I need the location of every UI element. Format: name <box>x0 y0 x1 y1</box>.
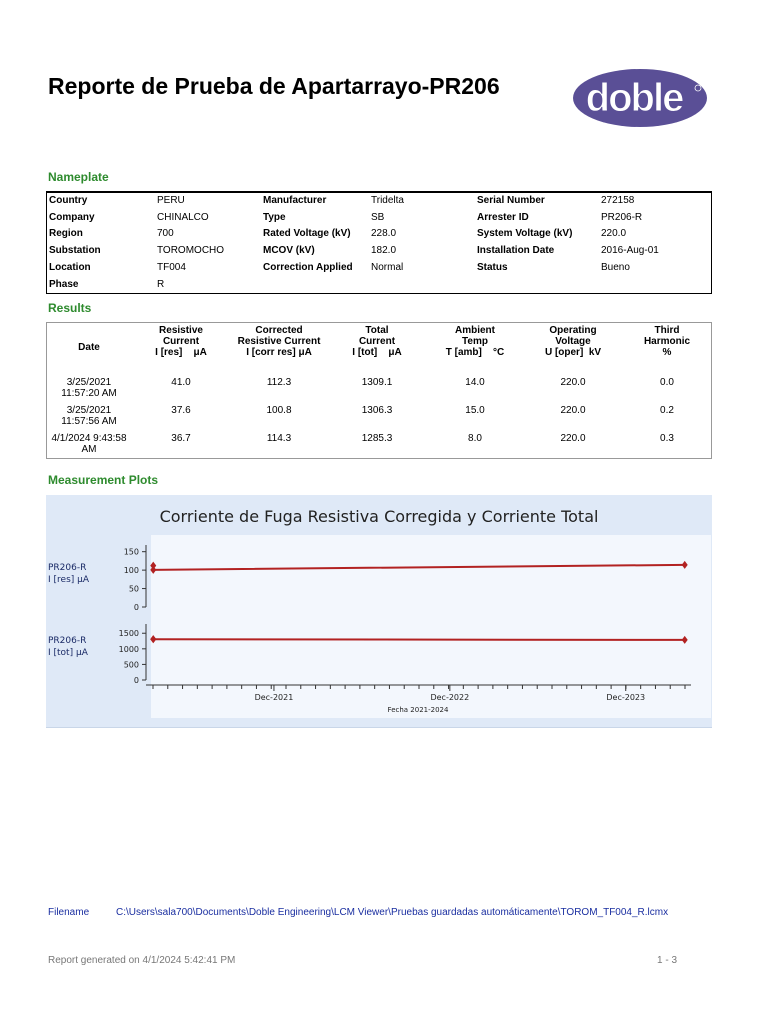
results-column-header: Date <box>78 342 100 353</box>
results-cell: 15.0 <box>465 405 485 416</box>
results-cell: 0.3 <box>660 433 674 444</box>
nameplate-label: Serial Number <box>477 195 545 206</box>
nameplate-label: Arrester ID <box>477 211 529 223</box>
data-point <box>682 561 688 569</box>
results-cell: 0.0 <box>660 377 674 388</box>
nameplate-label: Country <box>49 195 88 206</box>
y-tick-label: 100 <box>123 566 139 576</box>
results-cell: 1309.1 <box>361 377 393 388</box>
panel-label: PR206-R <box>48 636 87 646</box>
results-column-header: Resistive Current I [res] μA <box>155 325 207 358</box>
filename-label: Filename <box>48 907 90 918</box>
data-point <box>682 636 688 644</box>
series-line <box>153 565 684 570</box>
nameplate-value: PR206-R <box>601 211 643 223</box>
report-title: Reporte de Prueba de Apartarrayo-PR206 <box>48 73 500 99</box>
nameplate-value: Tridelta <box>371 195 404 206</box>
plots-heading: Measurement Plots <box>48 473 159 487</box>
nameplate-label: Substation <box>49 245 101 257</box>
data-point <box>150 635 156 643</box>
chart-title: Corriente de Fuga Resistiva Corregida y Corriente Total <box>159 507 599 526</box>
nameplate-value: 182.0 <box>371 245 397 257</box>
nameplate-value: 272158 <box>601 195 635 206</box>
logo-text: doble <box>585 76 683 120</box>
results-table <box>46 322 712 459</box>
nameplate-value: CHINALCO <box>157 211 209 223</box>
results-cell: 114.3 <box>266 433 292 444</box>
x-tick-label: Dec-2022 <box>430 693 470 702</box>
results-cell: 36.7 <box>171 433 191 444</box>
results-cell: 100.8 <box>266 405 292 416</box>
nameplate-value: PERU <box>157 195 185 206</box>
chart-svg <box>46 495 712 728</box>
nameplate-label: Rated Voltage (kV) <box>263 228 351 240</box>
results-column-header: Corrected Resistive Current I [corr res] μA <box>237 325 321 358</box>
x-tick-label: Dec-2021 <box>254 693 294 702</box>
panel-label: I [tot] μA <box>48 648 88 658</box>
results-cell: 8.0 <box>468 433 482 444</box>
nameplate-label: Installation Date <box>477 245 555 257</box>
nameplate-heading: Nameplate <box>48 170 109 184</box>
y-tick-label: 0 <box>133 676 139 685</box>
nameplate-value: Bueno <box>601 261 630 273</box>
y-tick-label: 1000 <box>118 644 139 654</box>
nameplate-value: 220.0 <box>601 228 627 240</box>
results-column-header: Total Current I [tot] μA <box>352 325 402 358</box>
series-line <box>153 639 684 640</box>
results-cell: 0.2 <box>660 405 674 416</box>
nameplate-label: Region <box>49 228 83 240</box>
nameplate-label: Status <box>477 261 508 273</box>
y-tick-label: 150 <box>123 547 139 557</box>
results-heading: Results <box>48 301 92 315</box>
x-axis-label: Fecha 2021-2024 <box>387 706 449 714</box>
nameplate-value: 700 <box>157 228 174 240</box>
panel-label: PR206-R <box>48 563 87 573</box>
doble-logo <box>572 68 708 128</box>
results-column-header: Operating Voltage U [oper] kV <box>544 325 602 358</box>
y-tick-label: 50 <box>128 584 139 594</box>
panel-label: I [res] μA <box>48 575 90 585</box>
results-cell: 1306.3 <box>361 405 393 416</box>
results-cell: 4/1/2024 9:43:58 AM <box>51 433 127 455</box>
nameplate-label: Location <box>49 261 91 273</box>
generated-timestamp: Report generated on 4/1/2024 5:42:41 PM <box>48 955 236 966</box>
nameplate-table <box>46 191 712 294</box>
results-cell: 220.0 <box>560 405 586 416</box>
results-cell: 14.0 <box>465 377 485 388</box>
nameplate-value: SB <box>371 211 385 223</box>
results-cell: 41.0 <box>171 377 191 388</box>
measurement-plot <box>46 495 712 728</box>
results-cell: 37.6 <box>171 405 191 416</box>
results-cell: 1285.3 <box>361 433 393 444</box>
nameplate-value: TF004 <box>157 261 186 273</box>
nameplate-label: Manufacturer <box>263 195 327 206</box>
filename-path: C:\Users\sala700\Documents\Doble Engineering\LCM Viewer\Pruebas guardadas automáticamente\TOROM_TF004_R.lcmx <box>116 907 669 918</box>
y-tick-label: 500 <box>123 660 139 670</box>
nameplate-value: 228.0 <box>371 228 397 240</box>
nameplate-label: System Voltage (kV) <box>477 228 573 240</box>
data-point <box>150 566 156 574</box>
results-column-header: Third Harmonic % <box>643 325 691 358</box>
results-cell: 3/25/2021 11:57:20 AM <box>61 377 117 399</box>
nameplate-label: Correction Applied <box>263 261 353 273</box>
results-cell: 220.0 <box>560 377 586 388</box>
results-cell: 3/25/2021 11:57:56 AM <box>61 405 117 427</box>
nameplate-label: MCOV (kV) <box>263 245 315 257</box>
results-column-header: Ambient Temp T [amb] °C <box>445 325 505 358</box>
nameplate-value: R <box>157 278 165 290</box>
results-cell: 112.3 <box>266 377 292 388</box>
nameplate-label: Type <box>263 211 286 223</box>
y-tick-label: 1500 <box>118 629 139 639</box>
y-tick-label: 0 <box>133 603 139 612</box>
x-tick-label: Dec-2023 <box>606 693 646 702</box>
nameplate-value: 2016-Aug-01 <box>601 245 659 257</box>
nameplate-value: Normal <box>371 261 404 273</box>
page-number: 1 - 3 <box>657 955 678 966</box>
nameplate-label: Phase <box>49 278 79 290</box>
nameplate-label: Company <box>49 211 95 223</box>
results-cell: 220.0 <box>560 433 586 444</box>
nameplate-value: TOROMOCHO <box>157 245 225 257</box>
